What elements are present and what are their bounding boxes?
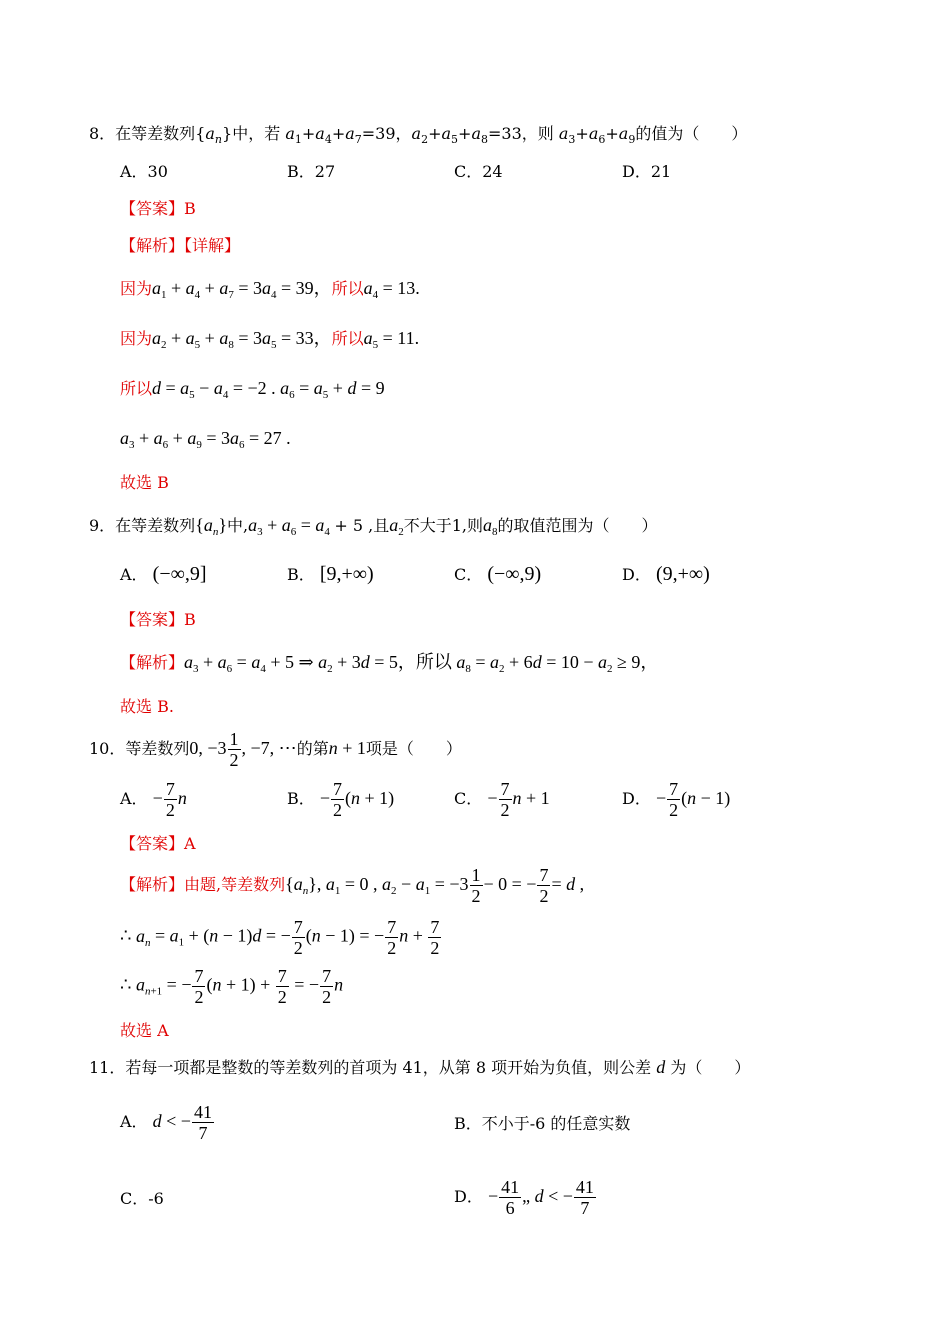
q9-analysis-c: = 10 − [546,652,594,672]
q9-option-c-label: C． [454,565,483,584]
q9-option-b [287,564,374,585]
q8-l3-a6: = 9 [360,378,385,398]
q9-analysis-label: 【解析】 [120,653,185,672]
q11-stem-end: 为（ ） [670,1058,751,1077]
q8-l1-eq: = 3 [238,278,262,298]
q8-l1-so: 所以 [331,279,364,298]
q10-line-an1: ∴ $a_{n+1}$ = − $\frac{7}{2}$ (n + 1) + $\frac{7}{2}$ = − $\frac{7}{2}$ n [120,966,344,1007]
q9-stem-e: 的取值范围为（ ） [497,516,658,535]
q8-analysis-label: 【解析】【详解】 [120,236,241,255]
q9-analysis-d: ≥ 9， [617,652,659,672]
q9-option-c [454,564,541,585]
q8-l2-eq: = 3 [238,328,262,348]
q9-stem-c: + 5 ,且 [334,516,390,535]
q8-stem: 8．在等差数列$\{a_n\}$中，若 $a_1+a_4+a_7=39$，$a_2+a_5+a_8=33$，则 $a_3+a_6+a_9$的值为（ ） [89,124,748,146]
q9-stem-a: 9．在等差数列 [89,516,196,535]
q8-l2-so: 所以 [331,329,364,348]
q11-option-a: A． d < − $\frac{41}{7}$ [120,1102,212,1143]
q8-l2-result: = 11. [382,328,420,348]
q8-l1-val: = 39， [280,278,332,298]
q9-option-a-value: (−∞,9] [152,563,207,585]
q10-analysis: 【解析】由题,等差数列$\{a_n\}$, $a_1 = 0$ , $a_2 - a_1 = -3$ $\frac{1}{2}$ − 0 = − $\frac{7}{2}$ = d , [120,865,585,906]
q9-option-a [120,564,207,585]
q9-option-d-label: D． [622,565,651,584]
q10-option-a: A． − $\frac{7}{2}$ n [120,779,187,820]
q9-option-d-value: (9,+∞) [655,563,710,585]
q8-answer: 【答案】B [120,199,196,218]
q11-stem-text: 11．若每一项都是整数的等差数列的首项为 41，从第 8 项开始为负值，则公差 [89,1058,652,1077]
q10-analysis-b: = −3 [434,874,469,894]
q10-choose: 故选 A [120,1021,169,1040]
q8-cond2: =33，则 [488,124,554,143]
q10-stem-frac: $\frac{1}{2}$ [229,729,239,770]
q8-option-a: A．30 [120,162,168,181]
q9-stem-d: 不大于1,则 [403,516,484,535]
q8-stem-text: 8．在等差数列 [89,124,196,143]
q10-option-c: C． − $\frac{7}{2}$ n + 1 [454,779,550,820]
q9-option-a-label: A． [120,565,148,584]
q10-option-c-label: C． [454,789,483,808]
q9-analysis-b: = 5，所以 [374,652,452,672]
q9-option-b-label: B． [287,565,315,584]
q8-solution-line4: $a_3 + a_6 + a_9 = 3a_6 = 27$ . [120,428,291,451]
q9-answer: 【答案】B [120,610,196,629]
q10-option-b-label: B． [287,789,315,808]
q10-stem-c: , −7, ⋯ [241,738,297,758]
q11-option-c: C．-6 [120,1189,164,1208]
q8-cond1: =39， [361,124,412,143]
q10-stem-e: 项是（ ） [365,739,462,758]
q10-option-d: D． − $\frac{7}{2}$ (n − 1) [622,779,731,820]
q9-analysis-a: + 5 ⇒ [270,652,314,672]
q8-solution-line2: 因为$a_2 + a_5 + a_8 = 3a_5 = 33$，所以$a_5 = 11$. [120,328,420,351]
q11-option-d-label: D． [454,1187,483,1206]
q11-stem: 11．若每一项都是整数的等差数列的首项为 41，从第 8 项开始为负值，则公差 d 为（ ） [89,1057,751,1077]
q8-l1-result: = 13. [382,278,420,298]
q8-l3-so: 所以 [120,379,153,398]
q10-stem: 10．等差数列0, −3 $\frac{1}{2}$ , −7, ⋯的第n + 1项是（ ） [89,729,462,770]
q8-l2-val: = 33， [280,328,332,348]
q11-option-d: D． − $\frac{41}{6}$ „ d < − $\frac{41}{7}$ [454,1177,594,1218]
q8-option-d: D．21 [622,162,672,181]
q8-l3-d: = −2 . [232,378,276,398]
q8-l1-because: 因为 [120,279,153,298]
q10-option-d-label: D． [622,789,651,808]
q11-option-b: B．不小于-6 的任意实数 [454,1114,631,1133]
q9-option-b-value: [9,+∞) [319,563,374,585]
q8-l2-because: 因为 [120,329,153,348]
q10-analysis-d: = [551,874,562,894]
q10-option-a-label: A． [120,789,148,808]
q9-stem: 9．在等差数列$\{a_n\}$中$,a_3 + a_6 = a_4 + 5$ ,且$a_2$不大于1,则$a_8$的取值范围为（ ） [89,515,658,538]
q10-analysis-label: 【解析】由题,等差数列 [120,875,286,894]
q10-stem-d: 的第 [296,739,329,758]
q8-l4-result: = 27 . [248,428,291,448]
q8-stem-suffix: 的值为（ ） [635,124,748,143]
q8-stem-mid: 中，若 [232,124,281,143]
q10-stem-a: 10．等差数列 [89,739,190,758]
q11-option-a-label: A． [120,1112,148,1131]
q9-option-d [622,564,710,585]
q8-option-b: B．27 [287,162,336,181]
q8-solution-line3: 所以$d = a_5 - a_4 = -2$ . $a_6 = a_5 + d = 9$ [120,378,385,401]
q9-option-c-value: (−∞,9) [487,563,542,585]
q10-option-b: B． − $\frac{7}{2}$ (n + 1) [287,779,395,820]
q10-answer: 【答案】A [120,834,196,853]
q8-choose: 故选 B [120,473,169,492]
q10-stem-b: 0, −3 [189,738,227,758]
q9-choose: 故选 B. [120,697,174,716]
q10-analysis-c: − 0 = − [483,874,537,894]
q9-stem-b: 中, [226,516,249,535]
q8-solution-line1: 因为$a_1 + a_4 + a_7 = 3a_4 = 39$，所以$a_4 = 13$. [120,278,420,301]
q10-line-an: ∴ $a_n = a_1 + (n - 1)d$ = − $\frac{7}{2}$ (n − 1) = − $\frac{7}{2}$ n + $\frac{7}{2}$ [120,917,440,958]
q9-analysis: 【解析】$a_3 + a_6 = a_4 + 5$ ⇒ $a_2 + 3d = 5$，所以 $a_8 = a_2 + 6d = 10 - a_2 \ge 9$， [120,652,659,675]
q10-analysis-a: = 0 , [344,874,378,894]
q8-option-c: C．24 [454,162,503,181]
